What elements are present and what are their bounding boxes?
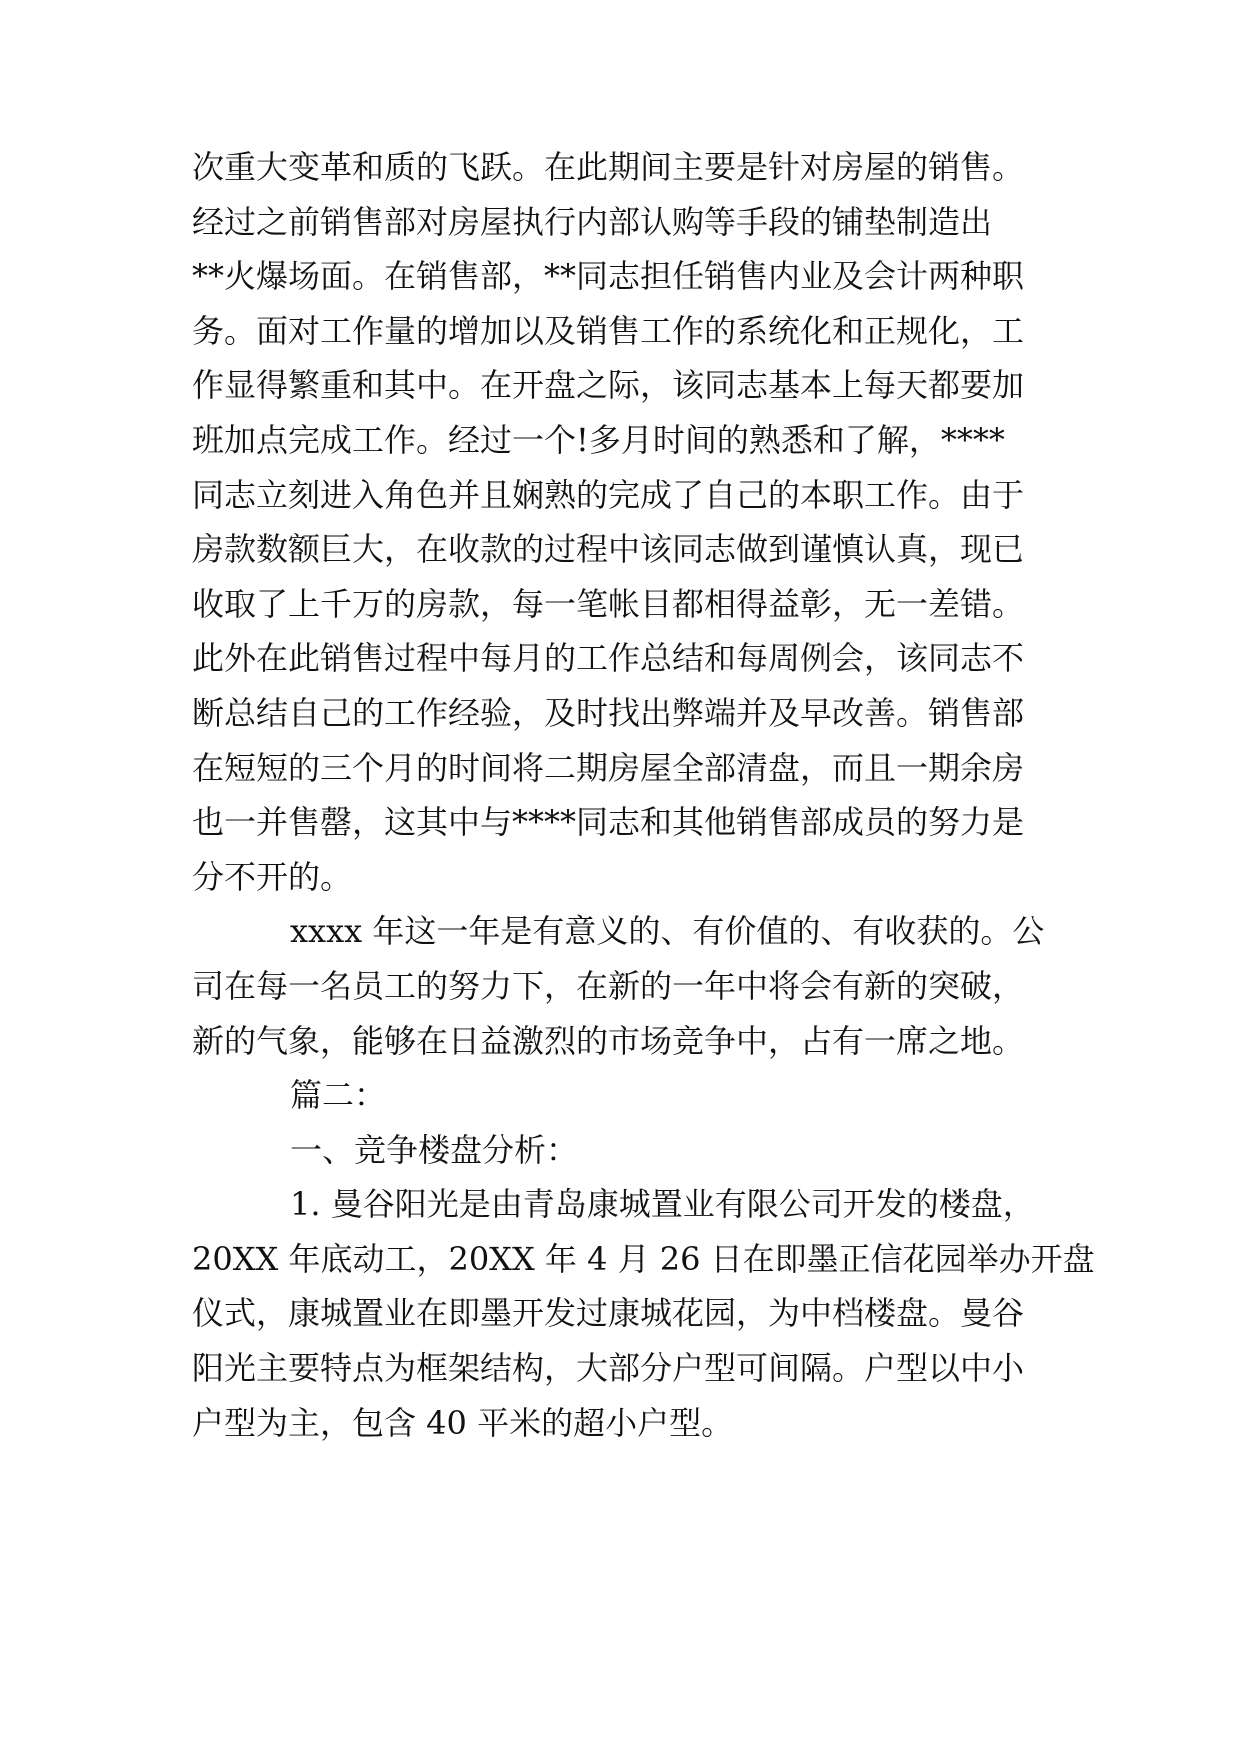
text-line: 班加点完成工作。经过一个!多月时间的熟悉和了解，**** (192, 420, 1005, 459)
text-line: 也一并售罄，这其中与****同志和其他销售部成员的努力是 (192, 803, 1025, 842)
text-line: 作显得繁重和其中。在开盘之际，该同志基本上每天都要加 (192, 366, 1025, 405)
text-line: 仪式，康城置业在即墨开发过康城花园，为中档楼盘。曼谷 (192, 1294, 1025, 1333)
text-line: 户型为主，包含 40 平米的超小户型。 (192, 1403, 734, 1442)
section-heading: 一、竞争楼盘分析： (290, 1130, 579, 1169)
text-line: **火爆场面。在销售部，**同志担任销售内业及会计两种职 (192, 257, 1025, 296)
text-line: 房款数额巨大，在收款的过程中该同志做到谨慎认真，现已 (192, 530, 1025, 569)
text-line: 断总结自己的工作经验，及时找出弊端并及早改善。销售部 (192, 693, 1025, 732)
text-line: 收取了上千万的房款，每一笔帐目都相得益彰，无一差错。 (192, 584, 1025, 623)
text-line: 次重大变革和质的飞跃。在此期间主要是针对房屋的销售。 (192, 148, 1025, 186)
part-heading: 篇二： (290, 1076, 387, 1115)
text-line: 此外在此销售过程中每月的工作总结和每周例会，该同志不 (192, 639, 1025, 678)
paragraph-continuation (192, 140, 1062, 904)
text-line: 20XX 年底动工，20XX 年 4 月 26 日在即墨正信花园举办开盘 (192, 1239, 1095, 1278)
text-line: 分不开的。 (192, 857, 353, 896)
text-line: 务。面对工作量的增加以及销售工作的系统化和正规化，工 (192, 311, 1025, 350)
text-line: 司在每一名员工的努力下，在新的一年中将会有新的突破， (192, 966, 1025, 1005)
document-body (192, 140, 1095, 1450)
text-line: 同志立刻进入角色并且娴熟的完成了自己的本职工作。由于 (192, 475, 1025, 514)
text-line: xxxx 年这一年是有意义的、有价值的、有收获的。公 (290, 912, 1045, 951)
text-line: 经过之前销售部对房屋执行内部认购等手段的铺垫制造出 (192, 202, 993, 241)
text-line: 1. 曼谷阳光是由青岛康城置业有限公司开发的楼盘， (290, 1185, 1035, 1224)
text-line: 新的气象，能够在日益激烈的市场竞争中，占有一席之地。 (192, 1021, 1025, 1060)
paragraph-competitor-analysis (192, 1177, 1095, 1450)
text-line: 在短短的三个月的时间将二期房屋全部清盘，而且一期余房 (192, 748, 1025, 787)
text-line: 阳光主要特点为框架结构，大部分户型可间隔。户型以中小 (192, 1349, 1025, 1388)
paragraph-summary (192, 904, 1062, 1068)
